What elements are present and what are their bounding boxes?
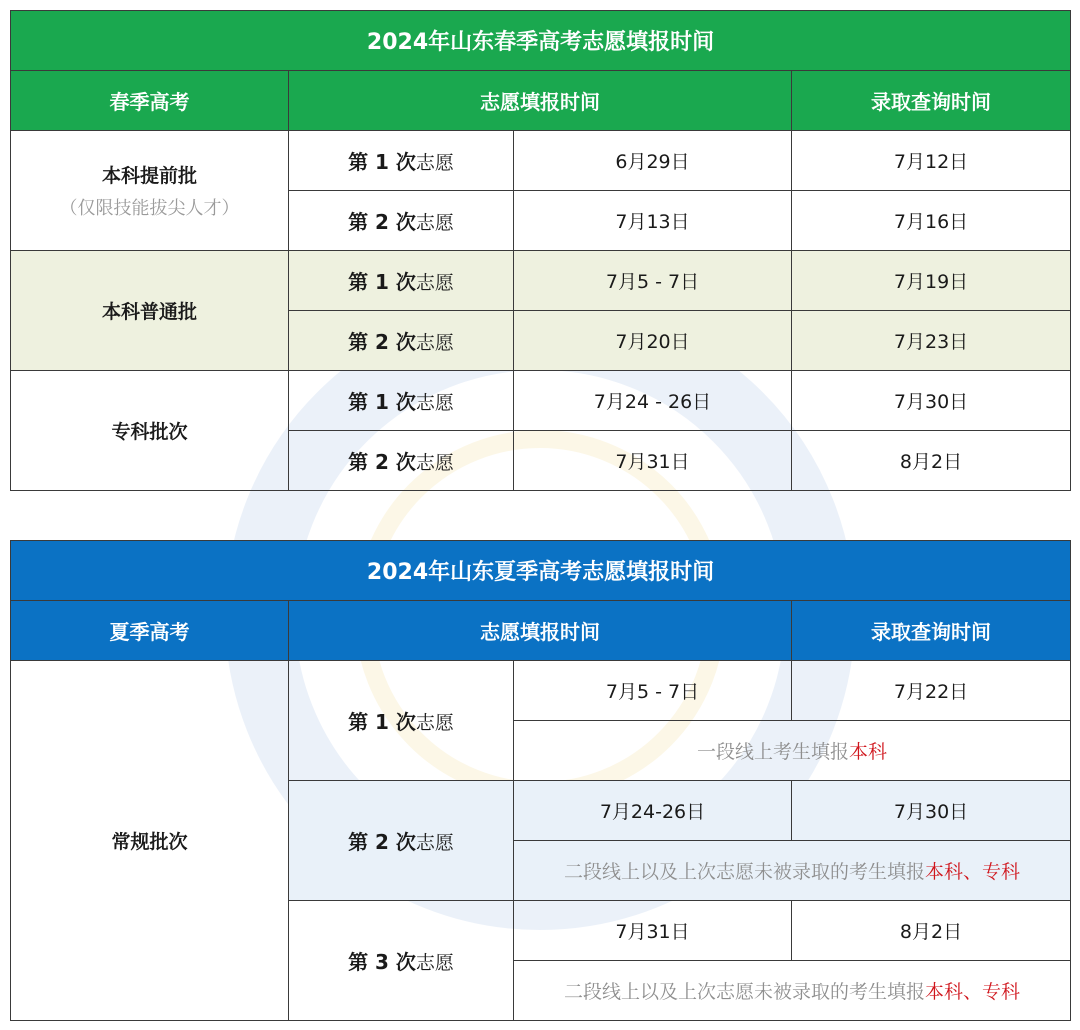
fill-date: 7月31日 [514, 901, 792, 961]
round-label: 第 1 次志愿 [289, 371, 514, 431]
fill-date: 7月5 - 7日 [514, 251, 792, 311]
spring-header-query: 录取查询时间 [792, 71, 1071, 131]
summer-header-query: 录取查询时间 [792, 601, 1071, 661]
spring-title: 2024年山东春季高考志愿填报时间 [11, 11, 1071, 71]
round-note: 二段线上以及上次志愿未被录取的考生填报本科、专科 [514, 841, 1071, 901]
query-date: 7月30日 [792, 371, 1071, 431]
query-date: 7月22日 [792, 661, 1071, 721]
fill-date: 7月31日 [514, 431, 792, 491]
group-vocational-batch: 专科批次 [11, 371, 289, 491]
fill-date: 6月29日 [514, 131, 792, 191]
spring-header-fill: 志愿填报时间 [289, 71, 792, 131]
query-date: 7月30日 [792, 781, 1071, 841]
round-label: 第 2 次志愿 [289, 191, 514, 251]
summer-header-type: 夏季高考 [11, 601, 289, 661]
summer-header-fill: 志愿填报时间 [289, 601, 792, 661]
query-date: 7月16日 [792, 191, 1071, 251]
group-regular: 常规批次 [11, 661, 289, 1021]
round-label: 第 2 次志愿 [289, 431, 514, 491]
round-note: 一段线上考生填报本科 [514, 721, 1071, 781]
group-regular-batch: 本科普通批 [11, 251, 289, 371]
query-date: 7月23日 [792, 311, 1071, 371]
summer-schedule-table [10, 540, 1071, 1021]
fill-date: 7月13日 [514, 191, 792, 251]
spring-schedule-table [10, 10, 1071, 491]
round-note: 二段线上以及上次志愿未被录取的考生填报本科、专科 [514, 961, 1071, 1021]
round-label: 第 1 次志愿 [289, 251, 514, 311]
fill-date: 7月24-26日 [514, 781, 792, 841]
query-date: 8月2日 [792, 901, 1071, 961]
fill-date: 7月20日 [514, 311, 792, 371]
fill-date: 7月24 - 26日 [514, 371, 792, 431]
group-early-batch: 本科提前批 （仅限技能拔尖人才） [11, 131, 289, 251]
round-label: 第 2 次志愿 [289, 781, 514, 901]
round-label: 第 1 次志愿 [289, 131, 514, 191]
spring-header-type: 春季高考 [11, 71, 289, 131]
fill-date: 7月5 - 7日 [514, 661, 792, 721]
query-date: 7月19日 [792, 251, 1071, 311]
group-early-batch-note: （仅限技能拔尖人才） [59, 198, 240, 219]
summer-title: 2024年山东夏季高考志愿填报时间 [11, 541, 1071, 601]
query-date: 8月2日 [792, 431, 1071, 491]
round-label: 第 1 次志愿 [289, 661, 514, 781]
query-date: 7月12日 [792, 131, 1071, 191]
round-label: 第 3 次志愿 [289, 901, 514, 1021]
round-label: 第 2 次志愿 [289, 311, 514, 371]
